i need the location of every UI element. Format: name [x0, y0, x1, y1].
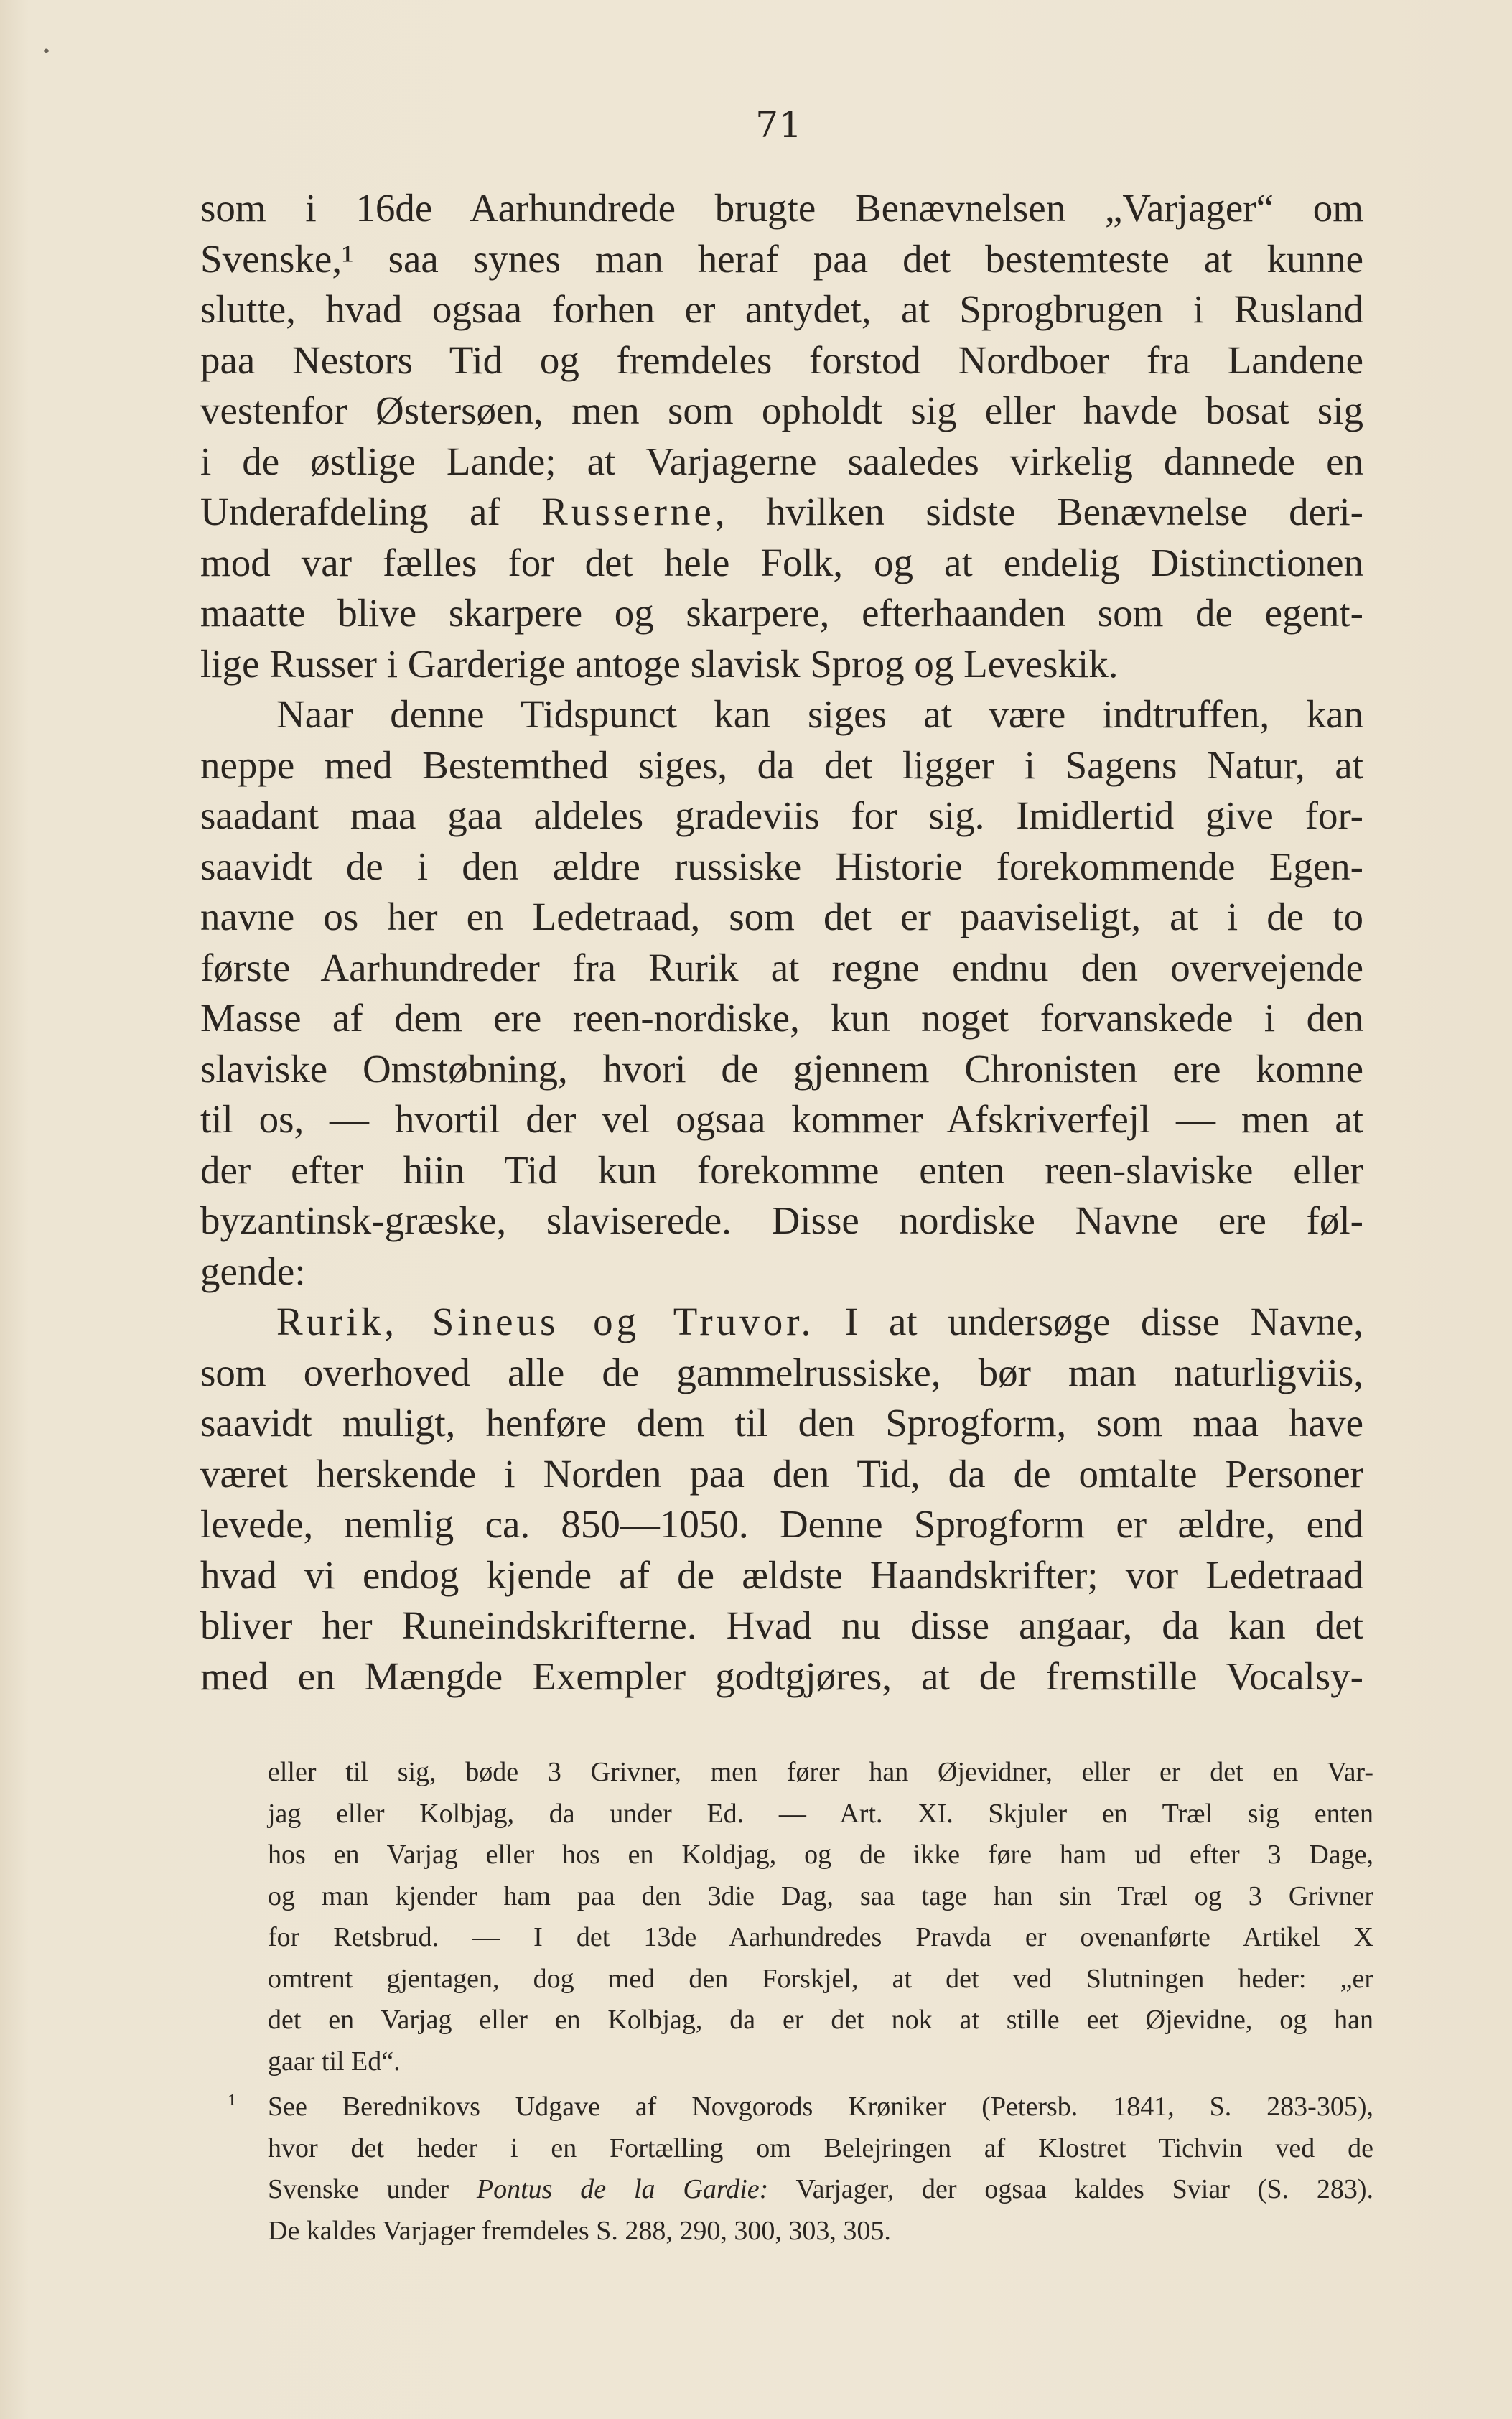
footnote-line: [268, 2169, 1373, 2211]
body-line: levede, nemlig ca. 850—1050. Denne Sprogform er ældre, end: [200, 1502, 1363, 1546]
body-line: Masse af dem ere reen-nordiske, kun noget forvanskede i den: [200, 996, 1363, 1040]
body-line: bliver her Runeindskrifterne. Hvad nu disse angaar, da kan det: [200, 1603, 1363, 1647]
footnote-line: gaar til Ed“.: [268, 2046, 401, 2077]
body-text: [200, 183, 1363, 1702]
body-line: slutte, hvad ogsaa forhen er antydet, at Sprogbrugen i Rusland: [200, 287, 1363, 331]
body-line: saavidt muligt, henføre dem til den Sprogform, som maa have: [200, 1401, 1363, 1445]
body-line: gende:: [200, 1249, 306, 1293]
footnote-italic-name: Pontus de la Gardie:: [476, 2174, 769, 2204]
body-line: med en Mængde Exempler godtgjøres, at de fremstille Vocalsy-: [200, 1654, 1363, 1698]
body-line: slaviske Omstøbning, hvori de gjennem Chronisten ere komne: [200, 1046, 1363, 1091]
margin-mark: •: [42, 43, 51, 61]
spaced-term-russerne: Russerne: [541, 490, 715, 533]
footnote-line: omtrent gjentagen, dog med den Forskjel, at det ved Slutningen heder: „er: [268, 1963, 1373, 1994]
footnote-line: hvor det heder i en Fortælling om Belejringen af Klostret Tichvin ved de: [268, 2133, 1373, 2163]
footnote-line: See Berednikovs Udgave af Novgorods Krøniker (Petersb. 1841, S. 283-305),: [268, 2092, 1373, 2122]
body-line: [200, 487, 1363, 538]
body-line: saavidt de i den ældre russiske Historie forekommende Egen-: [200, 844, 1363, 888]
body-line: maatte blive skarpere og skarpere, efterhaanden som de egent-: [200, 591, 1363, 635]
body-line: byzantinsk-græske, slaviserede. Disse nordiske Navne ere føl-: [200, 1198, 1363, 1242]
footnote-line: jag eller Kolbjag, da under Ed. — Art. XI. Skjuler en Træl sig enten: [268, 1798, 1373, 1829]
footnote-text: Varjager, der ogsaa kaldes Sviar (S. 283).: [768, 2174, 1373, 2204]
footnote-line: eller til sig, bøde 3 Grivner, men fører han Øjevidner, eller er det en Var-: [268, 1757, 1373, 1787]
footnote-line: De kaldes Varjager fremdeles S. 288, 290, 300, 303, 305.: [268, 2215, 891, 2246]
body-line: navne os her en Ledetraad, som det er paaviseligt, at i de to: [200, 895, 1363, 938]
body-line: [200, 1297, 1363, 1348]
footnote-line: og man kjender ham paa den 3die Dag, saa tage han sin Træl og 3 Grivner: [268, 1880, 1373, 1911]
footnote-text: Svenske under: [268, 2174, 477, 2204]
body-line: som i 16de Aarhundrede brugte Benævnelsen „Varjager“ om: [200, 186, 1363, 230]
footnote-continued: [268, 1752, 1373, 2082]
spaced-term-names: Rurik, Sineus og Truvor.: [276, 1300, 815, 1343]
footnote-marker: ¹: [228, 2089, 237, 2119]
body-line: der efter hiin Tid kun forekomme enten reen-slaviske eller: [200, 1147, 1363, 1192]
footnotes: [228, 1752, 1373, 2252]
body-line: i de østlige Lande; at Varjagerne saaledes virkelig dannede en: [200, 439, 1363, 483]
body-line: første Aarhundreder fra Rurik at regne endnu den overvejende: [200, 945, 1363, 989]
body-line: neppe med Bestemthed siges, da det ligger i Sagens Natur, at: [200, 742, 1363, 787]
footnote-line: hos en Varjag eller hos en Koldjag, og de ikke føre ham ud efter 3 Dage,: [268, 1840, 1373, 1870]
body-line-start: Underafdeling af: [200, 490, 542, 533]
body-line: lige Russer i Garderige antoge slavisk Sprog og Leveskik.: [200, 641, 1119, 686]
body-line: paa Nestors Tid og fremdeles forstod Nordboer fra Landene: [200, 337, 1363, 382]
footnote-line: for Retsbrud. — I det 13de Aarhundredes Pravda er ovenanførte Artikel X: [268, 1922, 1373, 1952]
body-line: været herskende i Norden paa den Tid, da de omtalte Personer: [200, 1451, 1363, 1496]
page-number: 71: [755, 104, 803, 146]
body-line: vestenfor Østersøen, men som opholdt sig eller havde bosat sig: [200, 388, 1363, 432]
body-line: hvad vi endog kjende af de ældste Haandskrifter; vor Ledetraad: [200, 1552, 1363, 1597]
body-line-end: I at undersøge disse Navne,: [844, 1300, 1364, 1343]
body-line: til os, — hvortil der vel ogsaa kommer Afskriverfejl — men at: [200, 1097, 1363, 1141]
footnote-line: det en Varjag eller en Kolbjag, da er det nok at stille eet Øjevidne, og han: [268, 2005, 1373, 2035]
body-line-end: , hvilken sidste Benævnelse deri-: [714, 490, 1364, 533]
body-line: Naar denne Tidspunct kan siges at være indtruffen, kan: [276, 692, 1363, 736]
body-line: som overhoved alle de gammelrussiske, bør man naturligviis,: [200, 1350, 1363, 1394]
body-line: mod var fælles for det hele Folk, og at endelig Distinctionen: [200, 540, 1363, 584]
footnote-1: [228, 2087, 1373, 2252]
body-line: Svenske,¹ saa synes man heraf paa det bestemteste at kunne: [200, 236, 1363, 281]
body-line: saadant maa gaa aldeles gradeviis for sig. Imidlertid give for-: [200, 793, 1363, 837]
